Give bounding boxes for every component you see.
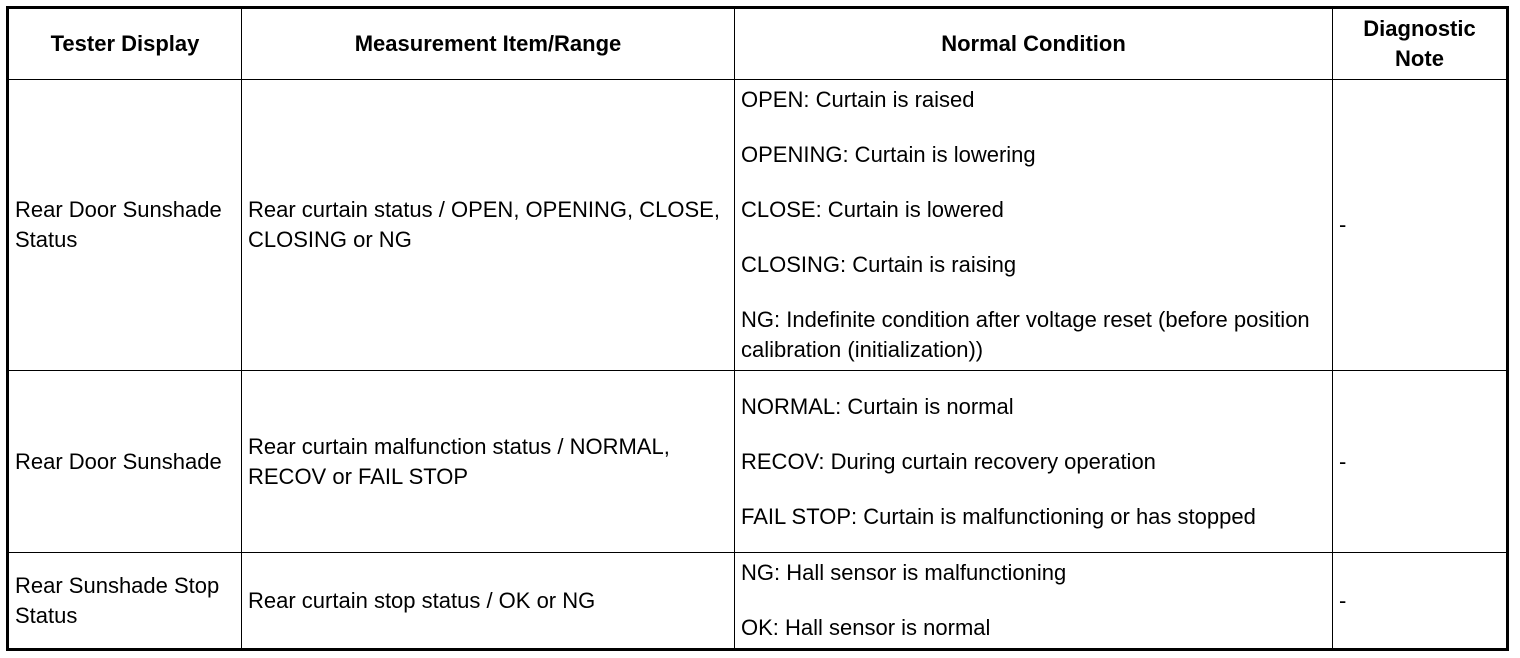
normal-condition-cell: [735, 553, 1333, 650]
condition-line: NG: Hall sensor is malfunctioning: [741, 560, 1067, 585]
data-table: [6, 6, 1509, 651]
measurement-cell: Rear curtain stop status / OK or NG: [242, 553, 735, 650]
condition-line: NORMAL: Curtain is normal: [741, 393, 1014, 419]
table-row: [8, 553, 1508, 650]
condition-line: CLOSE: Curtain is lowered: [741, 197, 1004, 222]
normal-condition-cell: [735, 80, 1333, 371]
condition-line: RECOV: During curtain recovery operation: [741, 448, 1156, 474]
diagnostic-note-cell: -: [1333, 371, 1508, 553]
condition-line: OK: Hall sensor is normal: [741, 615, 991, 640]
normal-condition-cell: [735, 371, 1333, 553]
table-row: [8, 80, 1508, 371]
header-diagnostic-note: Diagnostic Note: [1333, 8, 1508, 80]
measurement-cell: Rear curtain status / OPEN, OPENING, CLOSE, CLOSING or NG: [242, 80, 735, 371]
tester-display-cell: Rear Door Sunshade Status: [8, 80, 242, 371]
condition-line: OPENING: Curtain is lowering: [741, 142, 1036, 167]
header-tester-display: Tester Display: [8, 8, 242, 80]
condition-line: OPEN: Curtain is raised: [741, 87, 975, 112]
header-row: [8, 8, 1508, 80]
header-normal-condition: Normal Condition: [735, 8, 1333, 80]
condition-line: NG: Indefinite condition after voltage reset (before position calibration (initialization)): [741, 307, 1310, 362]
diagnostic-note-cell: -: [1333, 553, 1508, 650]
tester-display-cell: Rear Sunshade Stop Status: [8, 553, 242, 650]
condition-line: FAIL STOP: Curtain is malfunctioning or has stopped: [741, 503, 1256, 529]
diagnostic-note-cell: -: [1333, 80, 1508, 371]
header-measurement: Measurement Item/Range: [242, 8, 735, 80]
condition-line: CLOSING: Curtain is raising: [741, 252, 1017, 277]
tester-display-cell: Rear Door Sunshade: [8, 371, 242, 553]
measurement-cell: Rear curtain malfunction status / NORMAL, RECOV or FAIL STOP: [242, 371, 735, 553]
table-row: [8, 371, 1508, 553]
